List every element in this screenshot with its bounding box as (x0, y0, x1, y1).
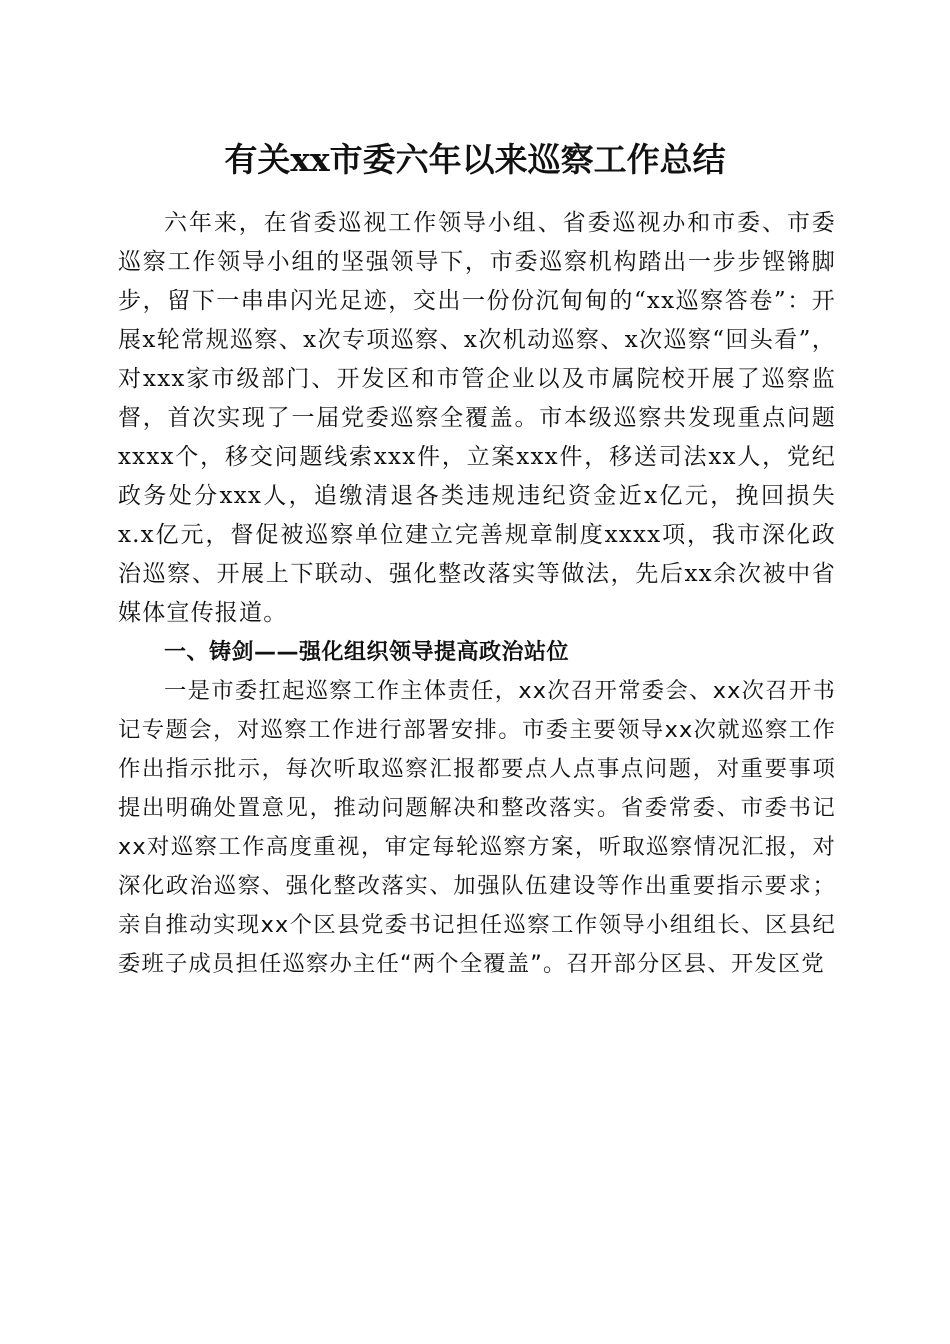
section-heading-1: 一、铸剑——强化组织领导提高政治站位 (164, 640, 570, 665)
document-body (118, 204, 836, 984)
section-1-paragraph: 一是市委扛起巡察工作主体责任，xx次召开常委会、xx次召开书记专题会，对巡察工作进行部署安排。市委主要领导xx次就巡察工作作出指示批示，每次听取巡察汇报都要点人点事点问题，对重要事项提出明确处置意见，推动问题解决和整改落实。省委常委、市委书记xx对巡察工作高度重视，审定每轮巡察方案，听取巡察情况汇报，对深化政治巡察、强化整改落实、加强队伍建设等作出重要指示要求；亲自推动实现xx个区县党委书记担任巡察工作领导小组组长、区县纪委班子成员担任巡察办主任“两个全覆盖”。召开部分区县、开发区党 (118, 678, 836, 977)
intro-paragraph: 六年来，在省委巡视工作领导小组、省委巡视办和市委、市委巡察工作领导小组的坚强领导下，市委巡察机构踏出一步步铿锵脚步，留下一串串闪光足迹，交出一份份沉甸甸的“xx巡察答卷”：开展x轮常规巡察、x次专项巡察、x次机动巡察、x次巡察“回头看”，对xxx家市级部门、开发区和市管企业以及市属院校开展了巡察监督，首次实现了一届党委巡察全覆盖。市本级巡察共发现重点问题xxxx个，移交问题线索xxx件，立案xxx件，移送司法xx人，党纪政务处分xxx人，追缴清退各类违规违纪资金近x亿元，挽回损失x.x亿元，督促被巡察单位建立完善规章制度xxxx项，我市深化政治巡察、开展上下联动、强化整改落实等做法，先后xx余次被中省媒体宣传报道。 (118, 210, 836, 626)
document-title: 有关xx市委六年以来巡察工作总结 (224, 140, 726, 179)
